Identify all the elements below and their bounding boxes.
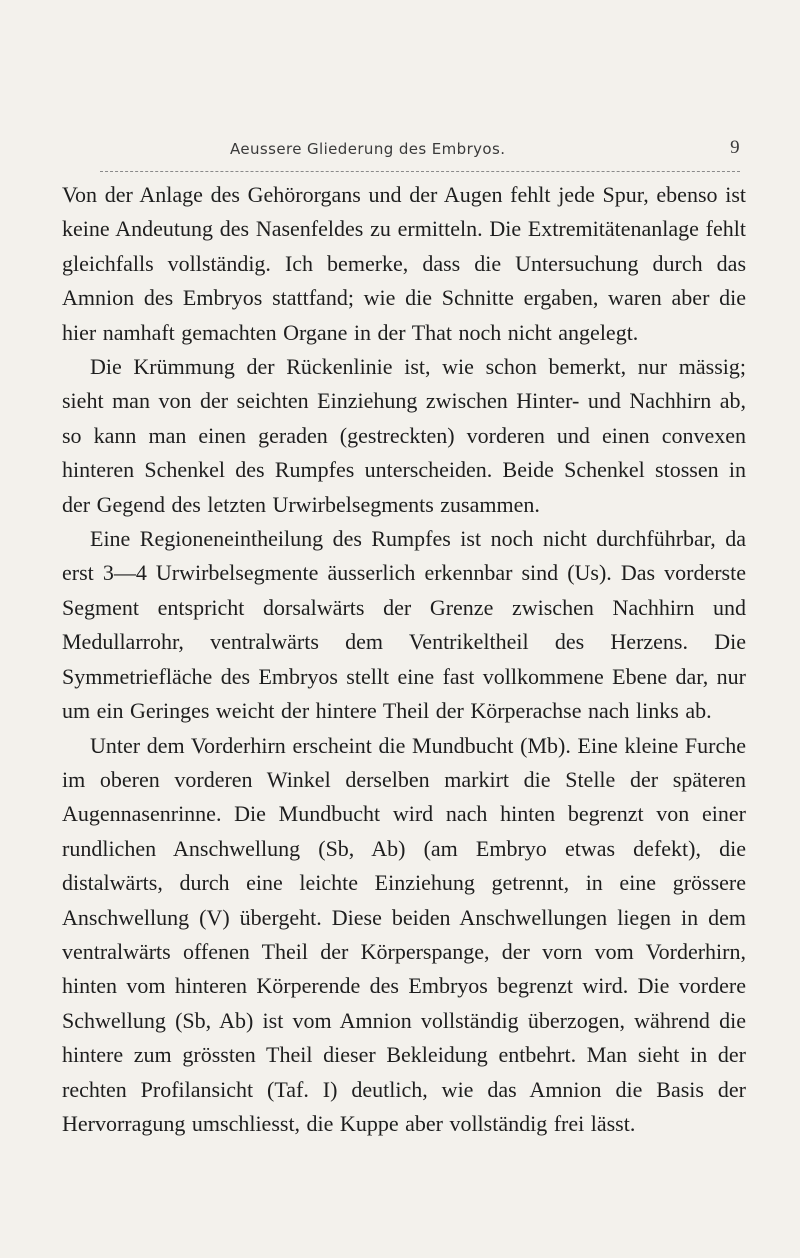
paragraph: Die Krümmung der Rückenlinie ist, wie schon bemerkt, nur mässig; sieht man von der seichten Einziehung zwischen Hinter- und Nachhirn ab, so kann man einen geraden (gestreckten) vorderen und einen convexen hinteren Schenkel des Rumpfes unterscheiden. Beide Schenkel stossen in der Gegend des letzten Urwirbelsegments zusammen. bbox=[62, 354, 746, 517]
header-rule bbox=[100, 171, 740, 172]
page-number: 9 bbox=[730, 137, 740, 158]
body-text bbox=[62, 178, 746, 1141]
paragraph: Von der Anlage des Gehörorgans und der Augen fehlt jede Spur, ebenso ist keine Andeutung des Nasenfeldes zu ermitteln. Die Extremitätenanlage fehlt gleichfalls vollständig. Ich bemerke, dass die Untersuchung durch das Amnion des Embryos stattfand; wie die Schnitte ergaben, waren aber die hier namhaft gemachten Organe in der That noch nicht angelegt. bbox=[62, 182, 746, 345]
running-title: Aeussere Gliederung des Embryos. bbox=[230, 140, 506, 158]
paragraph: Eine Regioneneintheilung des Rumpfes ist noch nicht durchführbar, da erst 3—4 Urwirbelsegmente äusserlich erkennbar sind (Us). Das vorderste Segment entspricht dorsalwärts der Grenze zwischen Nachhirn und Medullarrohr, ventralwärts dem Ventrikeltheil des Herzens. Die Symmetriefläche des Embryos stellt eine fast vollkommene Ebene dar, nur um ein Geringes weicht der hintere Theil der Körperachse nach links ab. bbox=[62, 526, 746, 724]
paragraph: Unter dem Vorderhirn erscheint die Mundbucht (Mb). Eine kleine Furche im oberen vorderen Winkel derselben markirt die Stelle der späteren Augennasenrinne. Die Mundbucht wird nach hinten begrenzt von einer rundlichen Anschwellung (Sb, Ab) (am Embryo etwas defekt), die distalwärts, durch eine leichte Einziehung getrennt, in eine grössere Anschwellung (V) übergeht. Diese beiden Anschwellungen liegen in dem ventralwärts offenen Theil der Körperspange, der vorn vom Vorderhirn, hinten vom hinteren Körperende des Embryos begrenzt wird. Die vordere Schwellung (Sb, Ab) ist vom Amnion vollständig überzogen, während die hintere zum grössten Theil dieser Bekleidung entbehrt. Man sieht in der rechten Profilansicht (Taf. I) deutlich, wie das Amnion die Basis der Hervorragung umschliesst, die Kuppe aber vollständig frei lässt. bbox=[62, 732, 746, 1136]
